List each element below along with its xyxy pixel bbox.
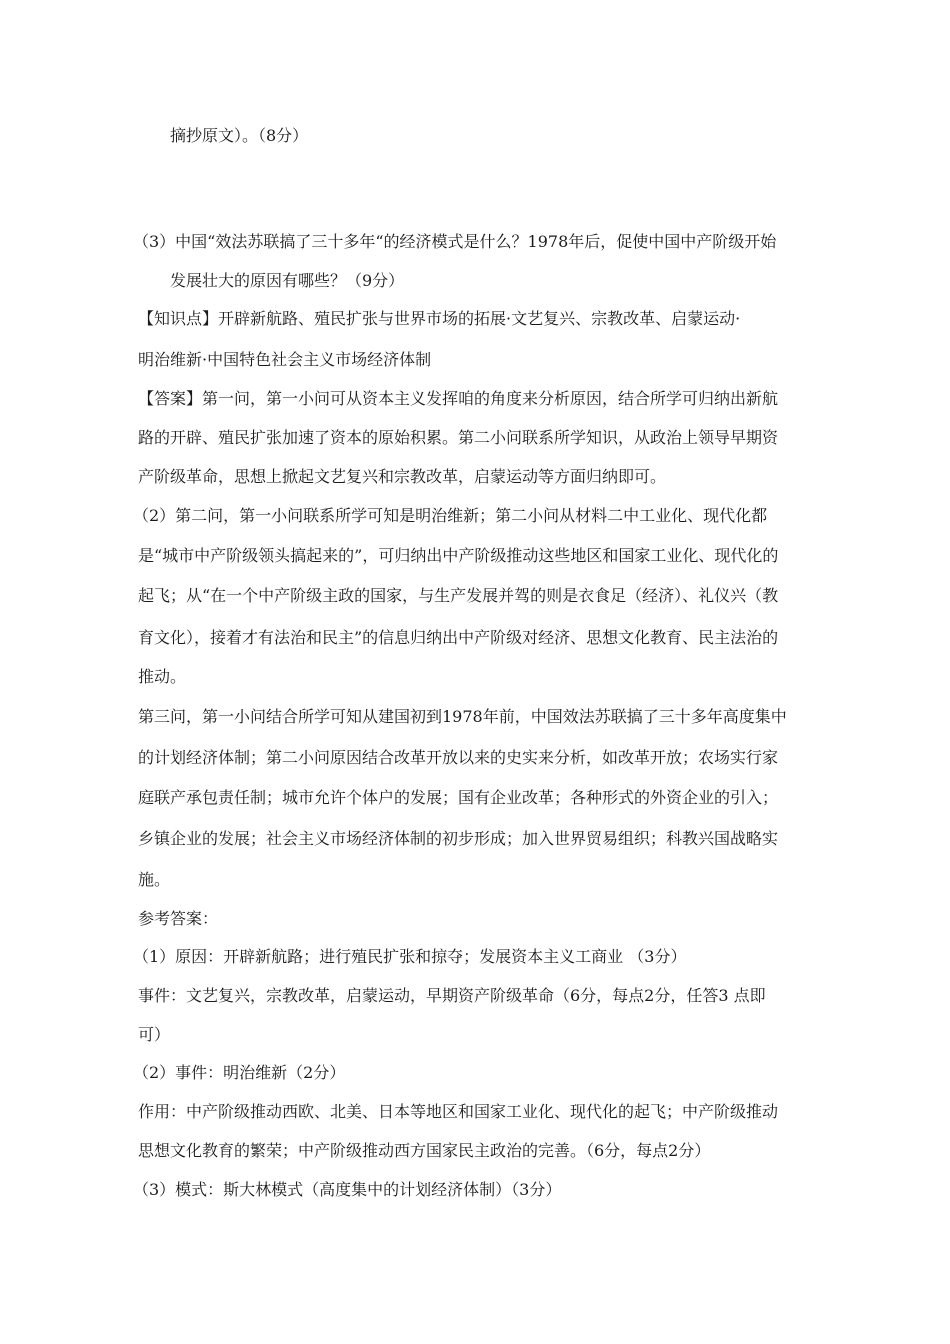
text-line: 路的开辟、殖民扩张加速了资本的原始积累。第二小问联系所学知识，从政治上领导早期资 xyxy=(138,428,779,447)
text-line: 事件：文艺复兴，宗教改革，启蒙运动，早期资产阶级革命（6分，每点2分，任答3 点即 xyxy=(138,986,766,1005)
text-line: （3）模式：斯大林模式（高度集中的计划经济体制）（3分） xyxy=(133,1180,562,1199)
text-line: （3）中国“效法苏联搞了三十多年“的经济模式是什么？1978年后，促使中国中产阶级开始 xyxy=(133,232,777,251)
text-line: 【答案】第一问，第一小问可从资本主义发挥咱的角度来分析原因，结合所学可归纳出新航 xyxy=(138,389,779,408)
text-line: 摘抄原文）。（8分） xyxy=(170,126,309,145)
text-line: 乡镇企业的发展；社会主义市场经济体制的初步形成；加入世界贸易组织；科教兴国战略实 xyxy=(138,829,779,848)
text-line: 参考答案： xyxy=(138,909,219,928)
text-line: 明治维新·中国特色社会主义市场经济体制 xyxy=(138,350,432,369)
text-line: 【知识点】开辟新航路、殖民扩张与世界市场的拓展·文艺复兴、宗教改革、启蒙运动· xyxy=(138,309,741,328)
text-line: 施。 xyxy=(138,870,171,889)
text-line: 发展壮大的原因有哪些？（9分） xyxy=(170,271,405,290)
text-line: 庭联产承包责任制；城市允许个体户的发展；国有企业改革；各种形式的外资企业的引入； xyxy=(138,788,779,807)
text-line: 可） xyxy=(138,1025,171,1044)
text-line: 育文化），接着才有法治和民主”的信息归纳出中产阶级对经济、思想文化教育、民主法治的 xyxy=(138,628,779,647)
text-line: （1）原因：开辟新航路；进行殖民扩张和掠夺；发展资本主义工商业 （3分） xyxy=(133,947,687,966)
text-line: 产阶级革命，思想上掀起文艺复兴和宗教改革，启蒙运动等方面归纳即可。 xyxy=(138,467,667,486)
text-line: 推动。 xyxy=(138,667,187,686)
text-line: 起飞；从“在一个中产阶级主政的国家，与生产发展并驾的则是衣食足（经济）、礼仪兴（教 xyxy=(138,586,779,605)
text-line: 的计划经济体制；第二小问原因结合改革开放以来的史实来分析，如改革开放；农场实行家 xyxy=(138,748,779,767)
text-line: （2）事件：明治维新（2分） xyxy=(133,1063,346,1082)
text-line: 思想文化教育的繁荣；中产阶级推动西方国家民主政治的完善。（6分，每点2分） xyxy=(138,1141,711,1160)
text-line: 是“城市中产阶级领头搞起来的”，可归纳出中产阶级推动这些地区和国家工业化、现代化的 xyxy=(138,546,779,565)
text-line: 第三问，第一小问结合所学可知从建国初到1978年前，中国效法苏联搞了三十多年高度集中 xyxy=(138,707,787,726)
text-line: 作用：中产阶级推动西欧、北美、日本等地区和国家工业化、现代化的起飞；中产阶级推动 xyxy=(138,1102,779,1121)
text-line: （2）第二问，第一小问联系所学可知是明治维新；第二小问从材料二中工业化、现代化都 xyxy=(133,506,768,525)
